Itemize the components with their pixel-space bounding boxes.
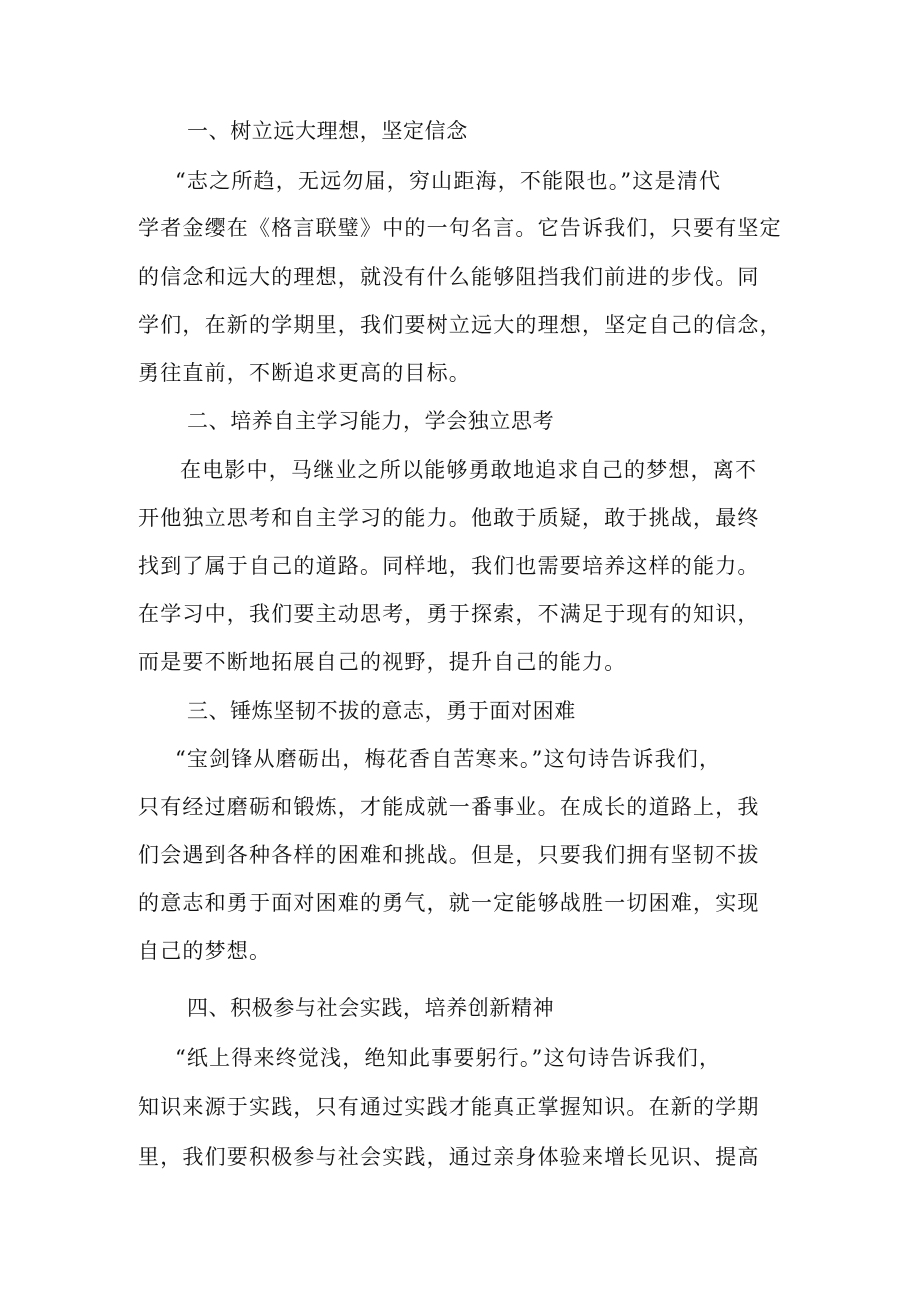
paragraph-line: 而是要不断地拓展自己的视野，提升自己的能力。 [138, 650, 627, 674]
paragraph-line: 学者金缨在《格言联璧》中的一句名言。它告诉我们，只要有坚定 [138, 216, 782, 240]
paragraph-line: 们会遇到各种各样的困难和挑战。但是，只要我们拥有坚韧不拔 [138, 843, 760, 867]
paragraph-line: 的信念和远大的理想，就没有什么能够阻挡我们前进的步伐。同 [138, 265, 760, 289]
paragraph-line: 学们，在新的学期里，我们要树立远大的理想，坚定自己的信念， [138, 313, 782, 337]
paragraph-line: 在学习中，我们要主动思考，勇于探索，不满足于现有的知识， [138, 602, 760, 626]
paragraph-line: 开他独立思考和自主学习的能力。他敢于质疑，敢于挑战，最终 [138, 506, 760, 530]
paragraph-line: 自己的梦想。 [138, 939, 272, 963]
paragraph-line: 知识来源于实践，只有通过实践才能真正掌握知识。在新的学期 [138, 1095, 760, 1119]
paragraph-line: 在电影中，马继业之所以能够勇敢地追求自己的梦想，离不 [180, 458, 758, 482]
section-heading-1: 一、树立远大理想，坚定信念 [187, 119, 468, 143]
paragraph-line: 的意志和勇于面对困难的勇气，就一定能够战胜一切困难，实现 [138, 891, 760, 915]
section-heading-4: 四、积极参与社会实践，培养创新精神 [187, 996, 555, 1020]
paragraph-line: 勇往直前，不断追求更高的目标。 [138, 361, 471, 385]
paragraph-line: “宝剑锋从磨砺出，梅花香自苦寒来。”这句诗告诉我们， [175, 747, 722, 771]
paragraph-line: “志之所趋，无远勿届，穷山距海，不能限也。”这是清代 [175, 169, 722, 193]
section-heading-3: 三、锤炼坚韧不拔的意志，勇于面对困难 [187, 699, 576, 723]
section-heading-2: 二、培养自主学习能力，学会独立思考 [187, 409, 555, 433]
paragraph-line: 里，我们要积极参与社会实践，通过亲身体验来增长见识、提高 [138, 1145, 760, 1169]
paragraph-line: “纸上得来终觉浅，绝知此事要躬行。”这句诗告诉我们， [175, 1046, 722, 1070]
paragraph-line: 只有经过磨砺和锻炼，才能成就一番事业。在成长的道路上，我 [138, 795, 760, 819]
paragraph-line: 找到了属于自己的道路。同样地，我们也需要培养这样的能力。 [138, 554, 760, 578]
